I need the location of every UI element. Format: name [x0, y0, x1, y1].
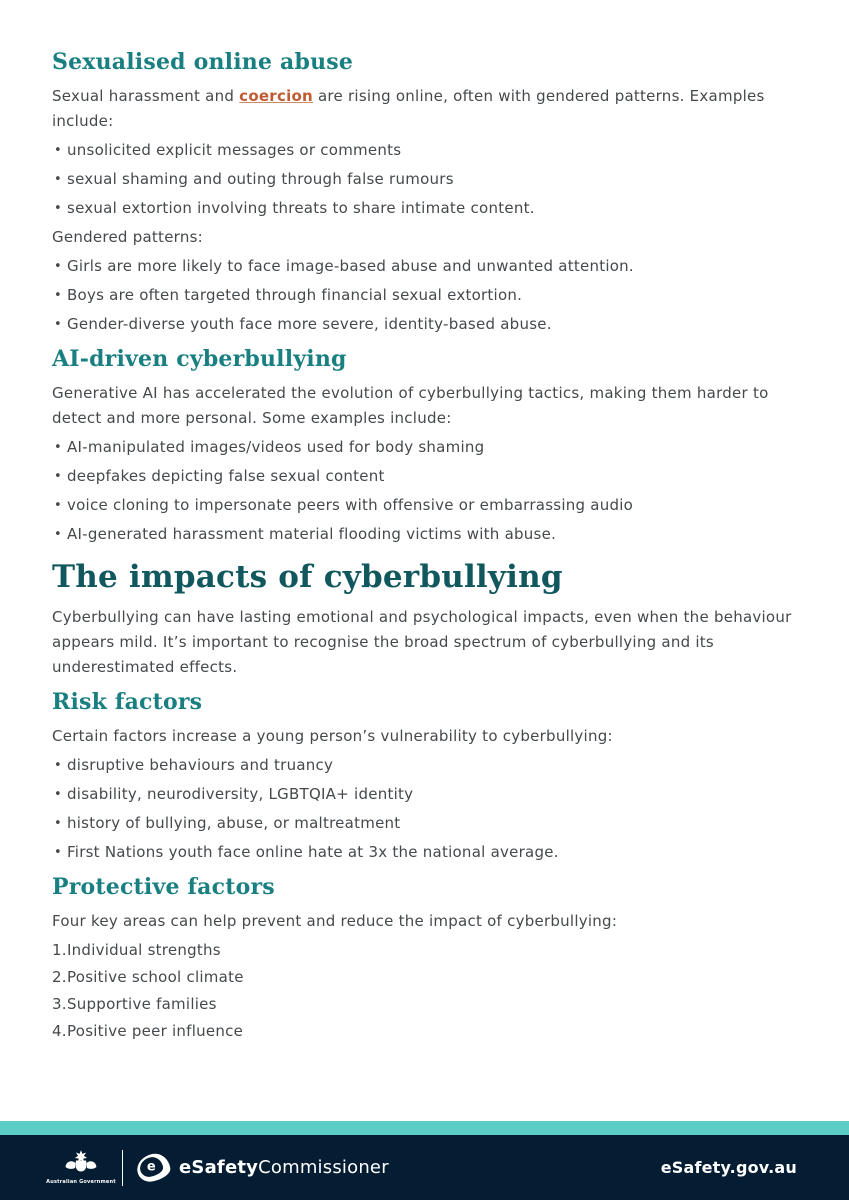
esafety-mark-letter: e [146, 1159, 156, 1175]
gendered-patterns-label: Gendered patterns: [52, 228, 203, 246]
risk-intro-paragraph: Certain factors increase a young person’s vulnerability to cyberbullying: [52, 727, 613, 745]
australian-government-logo [46, 1150, 116, 1185]
item-number: 4. [52, 1022, 67, 1040]
list-item: • AI-manipulated images/videos used for body shaming [52, 435, 797, 460]
list-item: • Girls are more likely to face image-based abuse and unwanted attention. [52, 254, 797, 279]
section-heading-protective-factors: Protective factors [52, 874, 275, 900]
protective-factors-numbered-list [52, 938, 797, 1044]
list-item: • unsolicited explicit messages or comments [52, 138, 797, 163]
section-heading-risk-factors: Risk factors [52, 689, 203, 715]
intro-text-suffix: are rising online, often with gendered patterns. Examples include: [52, 87, 765, 130]
list-item: • voice cloning to impersonate peers with offensive or embarrassing audio [52, 493, 797, 518]
ai-intro-paragraph: Generative AI has accelerated the evolution of cyberbullying tactics, making them harder to detect and more personal. Some examples include: [52, 384, 769, 427]
list-item: • Gender-diverse youth face more severe, identity-based abuse. [52, 312, 797, 337]
numbered-item [52, 1019, 797, 1044]
impacts-intro-paragraph: Cyberbullying can have lasting emotional and psychological impacts, even when the behaviour appears mild. It’s important to recognise the broad spectrum of cyberbullying and its underestimated effects. [52, 608, 792, 676]
item-text: Positive peer influence [67, 1022, 244, 1040]
protective-intro-paragraph: Four key areas can help prevent and reduce the impact of cyberbullying: [52, 912, 618, 930]
ai-examples-list [52, 435, 797, 547]
esafety-commissioner-logo [137, 1154, 389, 1181]
australian-government-crest-icon [59, 1150, 103, 1178]
footer-divider [122, 1150, 123, 1186]
item-number: 1. [52, 941, 67, 959]
list-item: • deepfakes depicting false sexual content [52, 464, 797, 489]
section-heading-ai-driven-cyberbullying: AI-driven cyberbullying [52, 346, 347, 372]
list-item: • sexual shaming and outing through false rumours [52, 167, 797, 192]
footer-accent-band [0, 1121, 849, 1135]
gendered-patterns-list [52, 254, 797, 337]
list-item: • disruptive behaviours and truancy [52, 753, 797, 778]
australian-government-label: Australian Government [46, 1179, 116, 1185]
list-item: • sexual extortion involving threats to share intimate content. [52, 196, 797, 221]
numbered-item [52, 992, 797, 1017]
footer-site-url: eSafety.gov.au [660, 1158, 797, 1177]
intro-text-prefix: Sexual harassment and [52, 87, 240, 105]
page-footer [0, 1135, 849, 1200]
list-item: • history of bullying, abuse, or maltreatment [52, 811, 797, 836]
item-text: Individual strengths [67, 941, 221, 959]
item-number: 3. [52, 995, 67, 1013]
footer-brand-group [46, 1150, 389, 1186]
item-text: Positive school climate [67, 968, 244, 986]
esafety-wordmark [179, 1157, 389, 1178]
sexualised-intro-paragraph [52, 84, 797, 134]
item-text: Supportive families [67, 995, 217, 1013]
list-item: • First Nations youth face online hate at 3x the national average. [52, 840, 797, 865]
list-item: • AI-generated harassment material flooding victims with abuse. [52, 522, 797, 547]
item-number: 2. [52, 968, 67, 986]
esafety-mark-icon [135, 1151, 172, 1183]
list-item: • Boys are often targeted through financial sexual extortion. [52, 283, 797, 308]
risk-factors-list [52, 753, 797, 865]
numbered-item [52, 965, 797, 990]
list-item: • disability, neurodiversity, LGBTQIA+ identity [52, 782, 797, 807]
esafety-wordmark-regular: Commissioner [258, 1157, 389, 1178]
numbered-item [52, 938, 797, 963]
coercion-link[interactable]: coercion [239, 87, 313, 105]
page-title-impacts-of-cyberbullying: The impacts of cyberbullying [52, 559, 563, 595]
sexualised-examples-list [52, 138, 797, 221]
section-heading-sexualised-online-abuse: Sexualised online abuse [52, 49, 354, 75]
esafety-wordmark-bold: eSafety [179, 1157, 259, 1178]
